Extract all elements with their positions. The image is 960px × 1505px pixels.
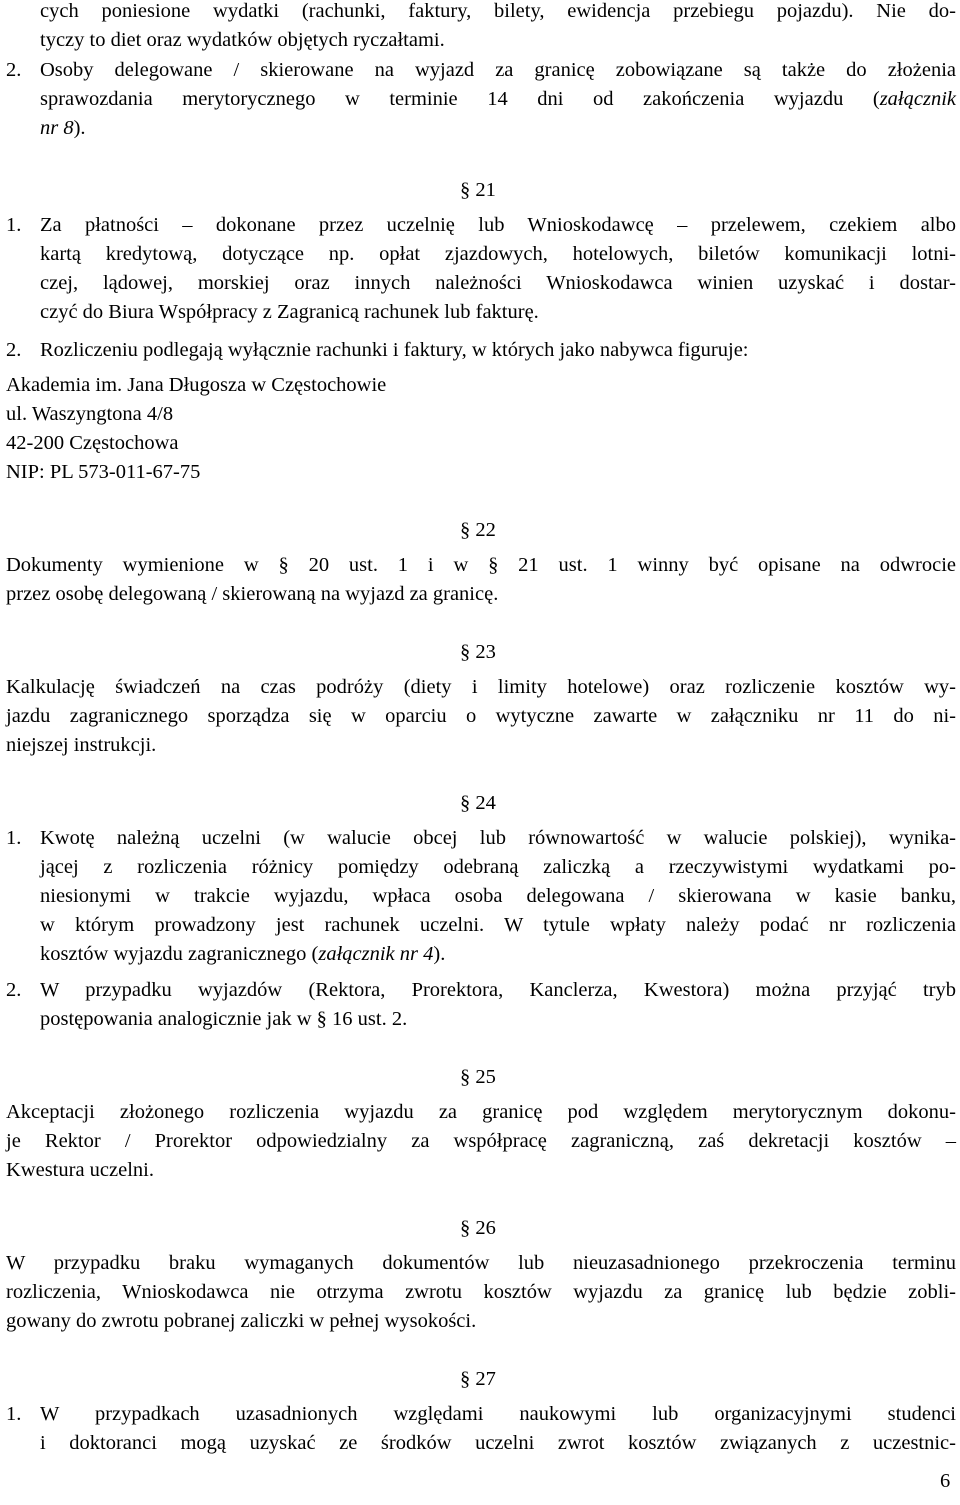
section-heading-23: § 23 <box>460 641 496 663</box>
section-heading-27: § 27 <box>460 1368 496 1390</box>
paragraph-line: rozliczenia, Wnioskodawca nie otrzyma zwrotu kosztów wyjazdu za granicę lub będzie zobli- <box>6 1281 956 1303</box>
paragraph-line: jazdu zagranicznego sporządza się w oparciu o wytyczne zawarte w załączniku nr 11 do ni- <box>6 705 956 727</box>
paragraph-line: Rozliczeniu podlegają wyłącznie rachunki i faktury, w których jako nabywca figuruje: <box>40 339 749 361</box>
list-number: 2. <box>6 59 22 81</box>
paragraph-line: czyć do Biura Współpracy z Zagranicą rachunek lub fakturę. <box>40 301 539 323</box>
paragraph-line: gowany do zwrotu pobranej zaliczki w pełnej wysokości. <box>6 1310 477 1332</box>
paragraph-line: nr 8). <box>40 117 86 139</box>
paragraph-line: sprawozdania merytorycznego w terminie 14 dni od zakończenia wyjazdu (załącznik <box>40 88 956 110</box>
paragraph-line: W przypadkach uzasadnionych względami naukowymi lub organizacyjnymi studenci <box>40 1403 956 1425</box>
address-line: Akademia im. Jana Długosza w Częstochowie <box>6 374 387 396</box>
paragraph-line: Osoby delegowane / skierowane na wyjazd za granicę zobowiązane są także do złożenia <box>40 59 956 81</box>
list-number: 1. <box>6 214 22 236</box>
paragraph-line: Akceptacji złożonego rozliczenia wyjazdu za granicę pod względem merytorycznym dokonu- <box>6 1101 956 1123</box>
paragraph-line: kosztów wyjazdu zagranicznego (załącznik nr 4). <box>40 943 446 965</box>
paragraph-line: W przypadku wyjazdów (Rektora, Prorektora, Kanclerza, Kwestora) można przyjąć tryb <box>40 979 956 1001</box>
address-line: NIP: PL 573-011-67-75 <box>6 461 201 483</box>
section-heading-25: § 25 <box>460 1066 496 1088</box>
paragraph-line: Kalkulację świadczeń na czas podróży (diety i limity hotelowe) oraz rozliczenie kosztów wy- <box>6 676 956 698</box>
section-heading-22: § 22 <box>460 519 496 541</box>
paragraph-line: Za płatności – dokonane przez uczelnię lub Wnioskodawcę – przelewem, czekiem albo <box>40 214 956 236</box>
paragraph-line: Dokumenty wymienione w § 20 ust. 1 i w § 21 ust. 1 winny być opisane na odwrocie <box>6 554 956 576</box>
list-number: 2. <box>6 979 22 1001</box>
address-line: 42-200 Częstochowa <box>6 432 179 454</box>
paragraph-line: i doktoranci mogą uzyskać ze środków uczelni zwrot kosztów związanych z uczestnic- <box>40 1432 956 1454</box>
paragraph-line: kartą kredytową, dotyczące np. opłat zjazdowych, hotelowych, biletów komunikacji lotni- <box>40 243 956 265</box>
address-line: ul. Waszyngtona 4/8 <box>6 403 174 425</box>
paragraph-line: Kwotę należną uczelni (w walucie obcej lub równowartość w walucie polskiej), wynika- <box>40 827 956 849</box>
paragraph-line: je Rektor / Prorektor odpowiedzialny za współpracę zagraniczną, zaś dekretacji kosztów – <box>6 1130 956 1152</box>
list-number: 1. <box>6 1403 22 1425</box>
paragraph-line: Kwestura uczelni. <box>6 1159 154 1181</box>
section-heading-24: § 24 <box>460 792 496 814</box>
paragraph-line: cych poniesione wydatki (rachunki, faktury, bilety, ewidencja przebiegu pojazdu). Nie do- <box>40 0 956 22</box>
list-number: 1. <box>6 827 22 849</box>
paragraph-line: w którym prowadzony jest rachunek uczelni. W tytule wpłaty należy podać nr rozliczenia <box>40 914 956 936</box>
paragraph-line: W przypadku braku wymaganych dokumentów lub nieuzasadnionego przekroczenia terminu <box>6 1252 956 1274</box>
paragraph-line: postępowania analogicznie jak w § 16 ust. 2. <box>40 1008 408 1030</box>
paragraph-line: czej, lądowej, morskiej oraz innych należności Wnioskodawca winien uzyskać i dostar- <box>40 272 956 294</box>
paragraph-line: niesionymi w trakcie wyjazdu, wpłaca osoba delegowana / skierowana w kasie banku, <box>40 885 956 907</box>
list-number: 2. <box>6 339 22 361</box>
paragraph-line: tyczy to diet oraz wydatków objętych ryczałtami. <box>40 29 445 51</box>
page-number: 6 <box>940 1470 951 1492</box>
paragraph-line: jącej z rozliczenia różnicy pomiędzy odebraną zaliczką a rzeczywistymi wydatkami po- <box>40 856 956 878</box>
section-heading-21: § 21 <box>460 179 496 201</box>
paragraph-line: niejszej instrukcji. <box>6 734 157 756</box>
paragraph-line: przez osobę delegowaną / skierowaną na wyjazd za granicę. <box>6 583 499 605</box>
section-heading-26: § 26 <box>460 1217 496 1239</box>
